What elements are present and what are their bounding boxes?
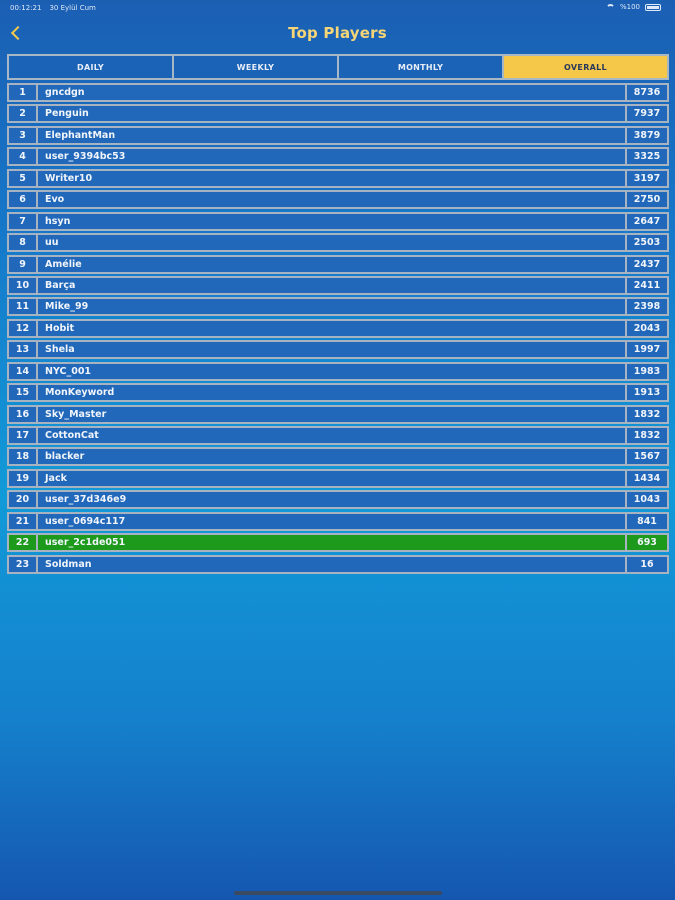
player-rank: 1 bbox=[9, 85, 36, 100]
leaderboard-row bbox=[7, 190, 669, 209]
player-score: 3325 bbox=[627, 149, 667, 164]
leaderboard-row bbox=[7, 319, 669, 338]
player-name: Jack bbox=[38, 471, 625, 486]
player-score: 3197 bbox=[627, 171, 667, 186]
player-name: Hobit bbox=[38, 321, 625, 336]
player-name: user_2c1de051 bbox=[38, 535, 625, 550]
player-rank: 20 bbox=[9, 492, 36, 507]
player-rank: 8 bbox=[9, 235, 36, 250]
leaderboard-row bbox=[7, 212, 669, 231]
leaderboard-row bbox=[7, 383, 669, 402]
player-rank: 11 bbox=[9, 299, 36, 314]
player-name: user_37d346e9 bbox=[38, 492, 625, 507]
leaderboard-row bbox=[7, 512, 669, 531]
player-rank: 5 bbox=[9, 171, 36, 186]
leaderboard-row bbox=[7, 276, 669, 295]
player-name: hsyn bbox=[38, 214, 625, 229]
player-name: ElephantMan bbox=[38, 128, 625, 143]
period-tabs bbox=[7, 54, 669, 80]
leaderboard-row bbox=[7, 426, 669, 445]
leaderboard-list bbox=[7, 83, 669, 576]
player-rank: 23 bbox=[9, 557, 36, 572]
player-rank: 7 bbox=[9, 214, 36, 229]
leaderboard-row bbox=[7, 233, 669, 252]
status-time: 00:12:21 bbox=[10, 4, 42, 12]
home-indicator bbox=[234, 891, 442, 895]
player-rank: 14 bbox=[9, 364, 36, 379]
leaderboard-row bbox=[7, 340, 669, 359]
player-rank: 16 bbox=[9, 407, 36, 422]
battery-percent: %100 bbox=[619, 3, 640, 11]
player-score: 2411 bbox=[627, 278, 667, 293]
status-date: 30 Eylül Cum bbox=[49, 4, 96, 12]
player-rank: 3 bbox=[9, 128, 36, 143]
player-score: 1832 bbox=[627, 407, 667, 422]
player-name: gncdgn bbox=[38, 85, 625, 100]
leaderboard-row bbox=[7, 490, 669, 509]
player-score: 1043 bbox=[627, 492, 667, 507]
player-score: 2398 bbox=[627, 299, 667, 314]
tab-weekly[interactable]: WEEKLY bbox=[174, 56, 337, 78]
player-score: 2750 bbox=[627, 192, 667, 207]
player-name: Shela bbox=[38, 342, 625, 357]
player-name: CottonCat bbox=[38, 428, 625, 443]
player-name: Penguin bbox=[38, 106, 625, 121]
player-name: user_0694c117 bbox=[38, 514, 625, 529]
battery-icon bbox=[645, 4, 661, 11]
player-score: 2503 bbox=[627, 235, 667, 250]
leaderboard-row bbox=[7, 255, 669, 274]
player-score: 1997 bbox=[627, 342, 667, 357]
player-score: 3879 bbox=[627, 128, 667, 143]
player-name: Amélie bbox=[38, 257, 625, 272]
player-rank: 12 bbox=[9, 321, 36, 336]
leaderboard-row bbox=[7, 297, 669, 316]
player-name: uu bbox=[38, 235, 625, 250]
player-score: 1567 bbox=[627, 449, 667, 464]
page-title: Top Players bbox=[288, 24, 387, 42]
leaderboard-row bbox=[7, 169, 669, 188]
tab-daily[interactable]: DAILY bbox=[9, 56, 172, 78]
status-bar bbox=[0, 0, 675, 16]
player-name: Sky_Master bbox=[38, 407, 625, 422]
leaderboard-row bbox=[7, 405, 669, 424]
player-rank: 21 bbox=[9, 514, 36, 529]
player-name: Evo bbox=[38, 192, 625, 207]
player-rank: 9 bbox=[9, 257, 36, 272]
tab-monthly[interactable]: MONTHLY bbox=[339, 56, 502, 78]
leaderboard-row bbox=[7, 555, 669, 574]
leaderboard-row bbox=[7, 362, 669, 381]
leaderboard-row bbox=[7, 104, 669, 123]
player-rank: 6 bbox=[9, 192, 36, 207]
player-score: 7937 bbox=[627, 106, 667, 121]
player-score: 1983 bbox=[627, 364, 667, 379]
player-score: 2647 bbox=[627, 214, 667, 229]
player-score: 693 bbox=[627, 535, 667, 550]
player-name: MonKeyword bbox=[38, 385, 625, 400]
player-name: NYC_001 bbox=[38, 364, 625, 379]
player-score: 841 bbox=[627, 514, 667, 529]
leaderboard-row bbox=[7, 447, 669, 466]
player-rank: 18 bbox=[9, 449, 36, 464]
player-score: 8736 bbox=[627, 85, 667, 100]
player-score: 2043 bbox=[627, 321, 667, 336]
player-rank: 2 bbox=[9, 106, 36, 121]
player-rank: 22 bbox=[9, 535, 36, 550]
player-score: 1832 bbox=[627, 428, 667, 443]
player-score: 16 bbox=[627, 557, 667, 572]
player-name: user_9394bc53 bbox=[38, 149, 625, 164]
leaderboard-row bbox=[7, 126, 669, 145]
leaderboard-row bbox=[7, 147, 669, 166]
player-score: 1434 bbox=[627, 471, 667, 486]
current-player-row bbox=[7, 533, 669, 552]
leaderboard-row bbox=[7, 469, 669, 488]
player-name: blacker bbox=[38, 449, 625, 464]
player-name: Writer10 bbox=[38, 171, 625, 186]
player-rank: 17 bbox=[9, 428, 36, 443]
player-rank: 13 bbox=[9, 342, 36, 357]
player-name: Mike_99 bbox=[38, 299, 625, 314]
player-rank: 10 bbox=[9, 278, 36, 293]
player-name: Barça bbox=[38, 278, 625, 293]
tab-overall[interactable]: OVERALL bbox=[504, 56, 667, 78]
wifi-icon bbox=[606, 4, 615, 11]
player-rank: 19 bbox=[9, 471, 36, 486]
leaderboard-row bbox=[7, 83, 669, 102]
player-score: 2437 bbox=[627, 257, 667, 272]
player-rank: 4 bbox=[9, 149, 36, 164]
player-rank: 15 bbox=[9, 385, 36, 400]
player-score: 1913 bbox=[627, 385, 667, 400]
player-name: Soldman bbox=[38, 557, 625, 572]
